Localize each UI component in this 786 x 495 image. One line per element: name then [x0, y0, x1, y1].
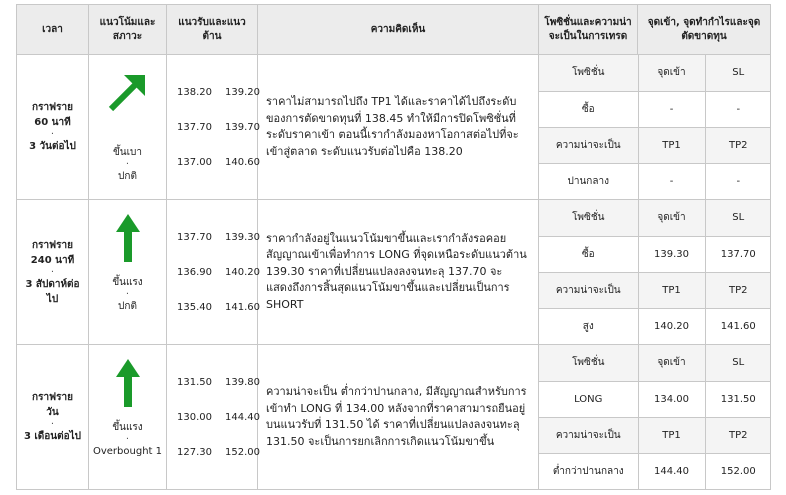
levels-cell [167, 200, 258, 345]
separator-dot: · [125, 159, 130, 170]
timeframe-horizon: 3 วันต่อไป [29, 141, 76, 152]
probability-value: สูง [539, 308, 638, 344]
tp2-label: TP2 [705, 272, 771, 308]
trend-strength: ขึ้นเบา [112, 147, 143, 158]
support-level: 136.90 [177, 266, 212, 278]
setup-row [539, 308, 771, 344]
arrow-up-icon [116, 214, 140, 262]
resistance-level: 140.20 [225, 266, 260, 278]
setup-row [539, 163, 771, 199]
setup-row [539, 200, 771, 236]
comment-cell: ราคาไม่สามารถไปถึง TP1 ได้และราคาได้ไปถึงระดับของการตัดขาดทุนที่ 138.45 ทำให้มีการปิดโพซิชั่นที่ระดับราคาเข้า ตอนนี้เรากำลังมองหาโอกาสต่อไปที่จะเข้าสู่ตลาด ระดับแนวรับต่อไปคือ 138.20 [258, 55, 539, 200]
separator-dot: · [50, 419, 55, 430]
tp1-label: TP1 [638, 127, 705, 163]
trade-setup-cell [539, 345, 771, 490]
trend-strength: ขึ้นแรง [112, 277, 143, 288]
trend-cell [89, 55, 167, 200]
sl-label: SL [705, 55, 771, 91]
entry-value: - [638, 91, 705, 127]
position-value: ซื้อ [539, 236, 638, 272]
entry-value: 139.30 [638, 236, 705, 272]
position-label: โพซิชั่น [539, 55, 638, 91]
forecast-table [16, 4, 771, 490]
position-label: โพซิชั่น [539, 345, 638, 381]
table-row [17, 55, 771, 200]
sl-label: SL [705, 200, 771, 236]
header-entry: จุดเข้า, จุดทำกำไรและจุดตัดขาดทุน [638, 5, 771, 55]
probability-value: ต่ำกว่าปานกลาง [539, 453, 638, 489]
timeframe-cell [17, 55, 89, 200]
separator-dot: · [125, 434, 130, 445]
setup-row [539, 236, 771, 272]
tp2-value: 152.00 [705, 453, 771, 489]
levels-cell [167, 55, 258, 200]
support-level: 135.40 [177, 301, 212, 313]
header-position: โพซิชั่นและความน่าจะเป็นในการเทรด [539, 5, 638, 55]
table-row [17, 345, 771, 490]
support-level: 137.00 [177, 156, 212, 168]
trade-setup-table [539, 345, 771, 489]
resistance-level: 139.20 [225, 86, 260, 98]
arrow-up-right-icon [105, 69, 151, 115]
tp1-value: 140.20 [638, 308, 705, 344]
resistance-level: 140.60 [225, 156, 260, 168]
setup-row [539, 345, 771, 381]
timeframe-horizon: 3 สัปดาห์ต่อไป [25, 278, 80, 305]
tp1-value: 144.40 [638, 453, 705, 489]
levels-cell [167, 345, 258, 490]
separator-dot: · [50, 129, 55, 140]
trend-condition: Overbought 1 [92, 446, 162, 457]
setup-row [539, 381, 771, 417]
position-label: โพซิชั่น [539, 200, 638, 236]
header-row [17, 5, 771, 55]
trend-strength: ขึ้นแรง [112, 422, 143, 433]
resistance-level: 152.00 [225, 446, 260, 458]
sl-value: 131.50 [705, 381, 771, 417]
tp2-label: TP2 [705, 417, 771, 453]
entry-label: จุดเข้า [638, 345, 705, 381]
support-level: 130.00 [177, 411, 212, 423]
probability-label: ความน่าจะเป็น [539, 272, 638, 308]
trade-setup-cell [539, 200, 771, 345]
table-row [17, 200, 771, 345]
resistance-level: 144.40 [225, 411, 260, 423]
trend-condition: ปกติ [118, 301, 137, 312]
sl-value: - [705, 91, 771, 127]
header-levels: แนวรับและแนวต้าน [167, 5, 258, 55]
trade-setup-cell [539, 55, 771, 200]
timeframe-cell [17, 200, 89, 345]
timeframe-cell [17, 345, 89, 490]
tp2-label: TP2 [705, 127, 771, 163]
tp2-value: 141.60 [705, 308, 771, 344]
support-level: 138.20 [177, 86, 212, 98]
entry-value: 134.00 [638, 381, 705, 417]
timeframe-label: กราฟราย [32, 392, 73, 403]
timeframe-label: กราฟราย [32, 102, 73, 113]
resistance-level: 141.60 [225, 301, 260, 313]
sl-label: SL [705, 345, 771, 381]
setup-row [539, 91, 771, 127]
trend-cell [89, 200, 167, 345]
probability-value: ปานกลาง [539, 163, 638, 199]
resistance-level: 139.70 [225, 121, 260, 133]
arrow-up-icon [116, 359, 140, 407]
trade-setup-table [539, 55, 771, 199]
tp1-value: - [638, 163, 705, 199]
timeframe-horizon: 3 เดือนต่อไป [23, 431, 82, 442]
entry-label: จุดเข้า [638, 55, 705, 91]
position-value: ซื้อ [539, 91, 638, 127]
support-level: 131.50 [177, 376, 212, 388]
setup-row [539, 453, 771, 489]
probability-label: ความน่าจะเป็น [539, 417, 638, 453]
separator-dot: · [50, 266, 55, 278]
comment-cell: ราคากำลังอยู่ในแนวโน้มขาขึ้นและเรากำลังรอคอยสัญญาณเข้าเพื่อทำการ LONG ที่จุดเหนือระดับแนวต้าน 139.30 ราคาที่เปลี่ยนแปลงลงจนทะลุ 137.70 จะแสดงถึงการสิ้นสุดแนวโน้มขาขึ้นและเปลี่ยนเป็นการ SHORT [258, 200, 539, 345]
timeframe-period: วัน [46, 407, 59, 418]
support-level: 137.70 [177, 231, 212, 243]
support-level: 137.70 [177, 121, 212, 133]
probability-label: ความน่าจะเป็น [539, 127, 638, 163]
sl-value: 137.70 [705, 236, 771, 272]
setup-row [539, 127, 771, 163]
tp2-value: - [705, 163, 771, 199]
tp1-label: TP1 [638, 272, 705, 308]
header-comment: ความคิดเห็น [258, 5, 539, 55]
timeframe-label: กราฟราย [32, 239, 73, 251]
timeframe-period: 240 นาที [30, 254, 75, 266]
setup-row [539, 272, 771, 308]
trade-setup-table [539, 200, 771, 344]
position-value: LONG [539, 381, 638, 417]
separator-dot: · [125, 289, 130, 300]
header-time: เวลา [17, 5, 89, 55]
header-trend: แนวโน้มและสภาวะ [89, 5, 167, 55]
setup-row [539, 417, 771, 453]
trend-cell [89, 345, 167, 490]
entry-label: จุดเข้า [638, 200, 705, 236]
trend-condition: ปกติ [118, 171, 137, 182]
tp1-label: TP1 [638, 417, 705, 453]
timeframe-period: 60 นาที [34, 117, 71, 128]
setup-row [539, 55, 771, 91]
resistance-level: 139.80 [225, 376, 260, 388]
resistance-level: 139.30 [225, 231, 260, 243]
support-level: 127.30 [177, 446, 212, 458]
comment-cell: ความน่าจะเป็น ต่ำกว่าปานกลาง, มีสัญญาณสำหรับการเข้าทำ LONG ที่ 134.00 หลังจากที่ราคาสามารถยืนอยู่บนแนวรับที่ 131.50 ได้ ราคาที่เปลี่ยนแปลงลงจนทะลุ 131.50 จะเป็นการยกเลิกการเกิดแนวโน้มขาขึ้น [258, 345, 539, 490]
